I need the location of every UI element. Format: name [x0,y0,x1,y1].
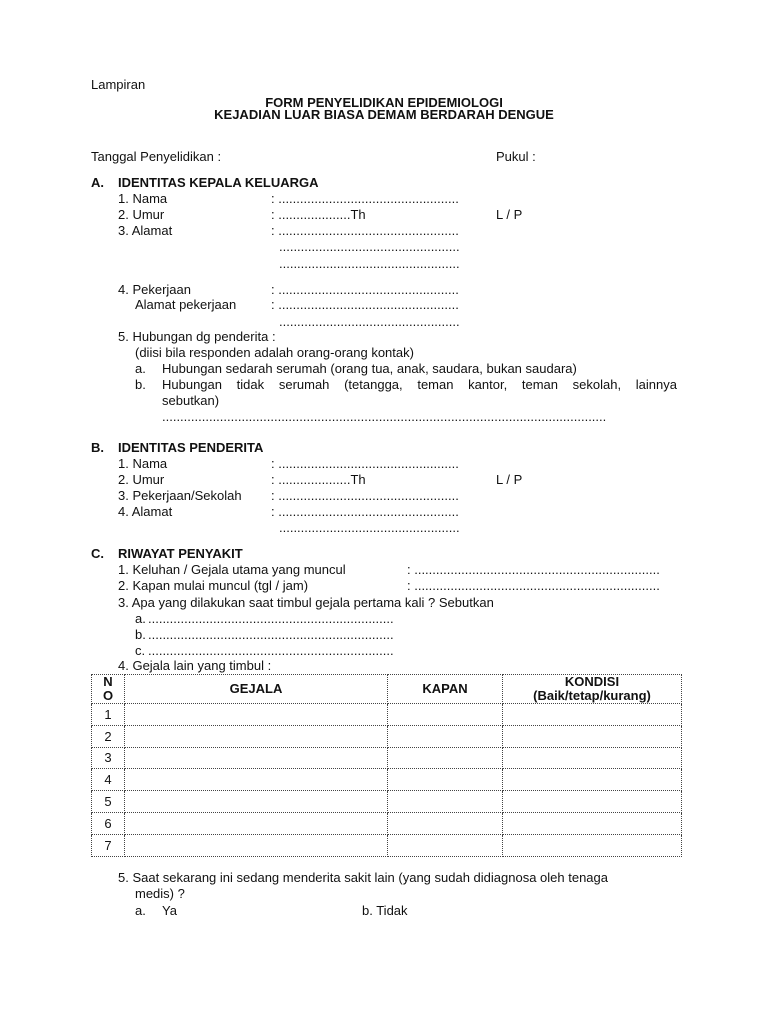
table-row [92,812,682,834]
c-opt-c-field[interactable]: .................................................................... [148,643,394,658]
a-opt-b-text: Hubungan tidak serumah (tetangga, teman kantor, teman sekolah, lainnya [162,377,677,392]
c-keluhan-field[interactable]: : .................................................................... [407,562,660,577]
b-nama-label: 1. Nama [118,456,168,471]
kondisi-cell[interactable] [503,704,682,726]
table-row [92,725,682,747]
kapan-cell[interactable] [388,769,503,791]
kapan-cell[interactable] [388,791,503,813]
a-pekerjaan-label: 4. Pekerjaan [118,282,191,297]
kondisi-cell[interactable] [503,834,682,856]
a-opt-a-letter: a. [135,361,146,376]
a-alamat-field-cont[interactable]: .................................................. [279,256,460,271]
table-row [92,704,682,726]
a-alamat-pekerjaan-label: Alamat pekerjaan [135,297,237,312]
pukul-label: Pukul : [496,149,536,164]
kapan-cell[interactable] [388,747,503,769]
a-umur-field[interactable]: : ....................Th [271,207,366,222]
a-umur-label: 2. Umur [118,207,165,222]
gejala-cell[interactable] [125,769,388,791]
c-kapan-field[interactable]: : .................................................................... [407,578,660,593]
row-number: 7 [92,834,125,856]
a-pekerjaan-field[interactable]: : .................................................. [271,282,459,297]
c-q5-label-cont: medis) ? [135,886,185,901]
gejala-cell[interactable] [125,834,388,856]
c-q5-tidak-option[interactable]: b. Tidak [362,903,408,918]
a-opt-b-field[interactable]: ........................................................................................................................... [162,409,607,424]
row-number: 1 [92,704,125,726]
tanggal-label: Tanggal Penyelidikan : [91,149,222,164]
kondisi-cell[interactable] [503,812,682,834]
c-opt-a-letter: a. [135,611,146,626]
c-q5-label: 5. Saat sekarang ini sedang menderita sakit lain (yang sudah didiagnosa oleh tenaga [118,870,609,885]
a-opt-b-text-cont: sebutkan) [162,393,220,408]
a-alamat-field[interactable]: : .................................................. [271,223,459,238]
kapan-cell[interactable] [388,704,503,726]
kondisi-cell[interactable] [503,747,682,769]
table-row [92,791,682,813]
section-b-letter: B. [91,440,104,455]
a-alamat-field-cont[interactable]: .................................................. [279,239,460,254]
table-row [92,747,682,769]
col-kapan-header: KAPAN [388,675,503,704]
a-alamat-pekerjaan-field[interactable]: : .................................................. [271,297,459,312]
row-number: 6 [92,812,125,834]
col-gejala-header: GEJALA [125,675,388,704]
kapan-cell[interactable] [388,834,503,856]
table-header-row [92,675,682,704]
a-gender-field[interactable]: L / P [496,207,523,222]
kapan-cell[interactable] [388,725,503,747]
section-c-letter: C. [91,546,104,561]
col-kondisi-header: KONDISI (Baik/tetap/kurang) [503,675,682,704]
a-diisi-note: (diisi bila responden adalah orang-orang kontak) [135,345,414,360]
section-c-title: RIWAYAT PENYAKIT [118,546,243,561]
gejala-cell[interactable] [125,704,388,726]
kondisi-cell[interactable] [503,791,682,813]
a-nama-label: 1. Nama [118,191,168,206]
table-row [92,834,682,856]
c-q5-ya-letter: a. [135,903,146,918]
a-opt-b-letter: b. [135,377,146,392]
gejala-table [91,674,682,857]
table-row [92,769,682,791]
c-keluhan-label: 1. Keluhan / Gejala utama yang muncul [118,562,346,577]
b-umur-label: 2. Umur [118,472,165,487]
b-alamat-label: 4. Alamat [118,504,173,519]
a-alamat-label: 3. Alamat [118,223,173,238]
kondisi-cell[interactable] [503,769,682,791]
kapan-cell[interactable] [388,812,503,834]
c-opt-c-letter: c. [135,643,146,658]
row-number: 2 [92,725,125,747]
section-a-title: IDENTITAS KEPALA KELUARGA [118,175,319,190]
form-title: FORM PENYELIDIKAN EPIDEMIOLOGI [265,95,503,110]
gejala-cell[interactable] [125,725,388,747]
col-no-header: N O [92,675,125,704]
a-nama-field[interactable]: : .................................................. [271,191,459,206]
gejala-cell[interactable] [125,791,388,813]
b-pekerjaan-field[interactable]: : .................................................. [271,488,459,503]
c-opt-b-field[interactable]: .................................................................... [148,627,394,642]
kondisi-cell[interactable] [503,725,682,747]
lampiran-label: Lampiran [91,77,146,92]
gejala-cell[interactable] [125,747,388,769]
a-alamat-pekerjaan-field-cont[interactable]: .................................................. [279,314,460,329]
c-opt-b-letter: b. [135,627,146,642]
gejala-cell[interactable] [125,812,388,834]
c-apa-label: 3. Apa yang dilakukan saat timbul gejala pertama kali ? Sebutkan [118,595,494,610]
c-gejala-lain-label: 4. Gejala lain yang timbul : [118,658,272,673]
c-opt-a-field[interactable]: .................................................................... [148,611,394,626]
section-b-title: IDENTITAS PENDERITA [118,440,264,455]
c-kapan-label: 2. Kapan mulai muncul (tgl / jam) [118,578,309,593]
b-nama-field[interactable]: : .................................................. [271,456,459,471]
row-number: 3 [92,747,125,769]
b-alamat-field[interactable]: : .................................................. [271,504,459,519]
row-number: 4 [92,769,125,791]
b-pekerjaan-label: 3. Pekerjaan/Sekolah [118,488,242,503]
b-gender-field[interactable]: L / P [496,472,523,487]
row-number: 5 [92,791,125,813]
form-subtitle: KEJADIAN LUAR BIASA DEMAM BERDARAH DENGUE [214,107,554,122]
b-umur-field[interactable]: : ....................Th [271,472,366,487]
section-a-letter: A. [91,175,104,190]
c-q5-ya-option[interactable]: Ya [162,903,177,918]
a-opt-a-text: Hubungan sedarah serumah (orang tua, anak, saudara, bukan saudara) [162,361,577,376]
b-alamat-field-cont[interactable]: .................................................. [279,520,460,535]
a-hubungan-label: 5. Hubungan dg penderita : [118,329,276,344]
